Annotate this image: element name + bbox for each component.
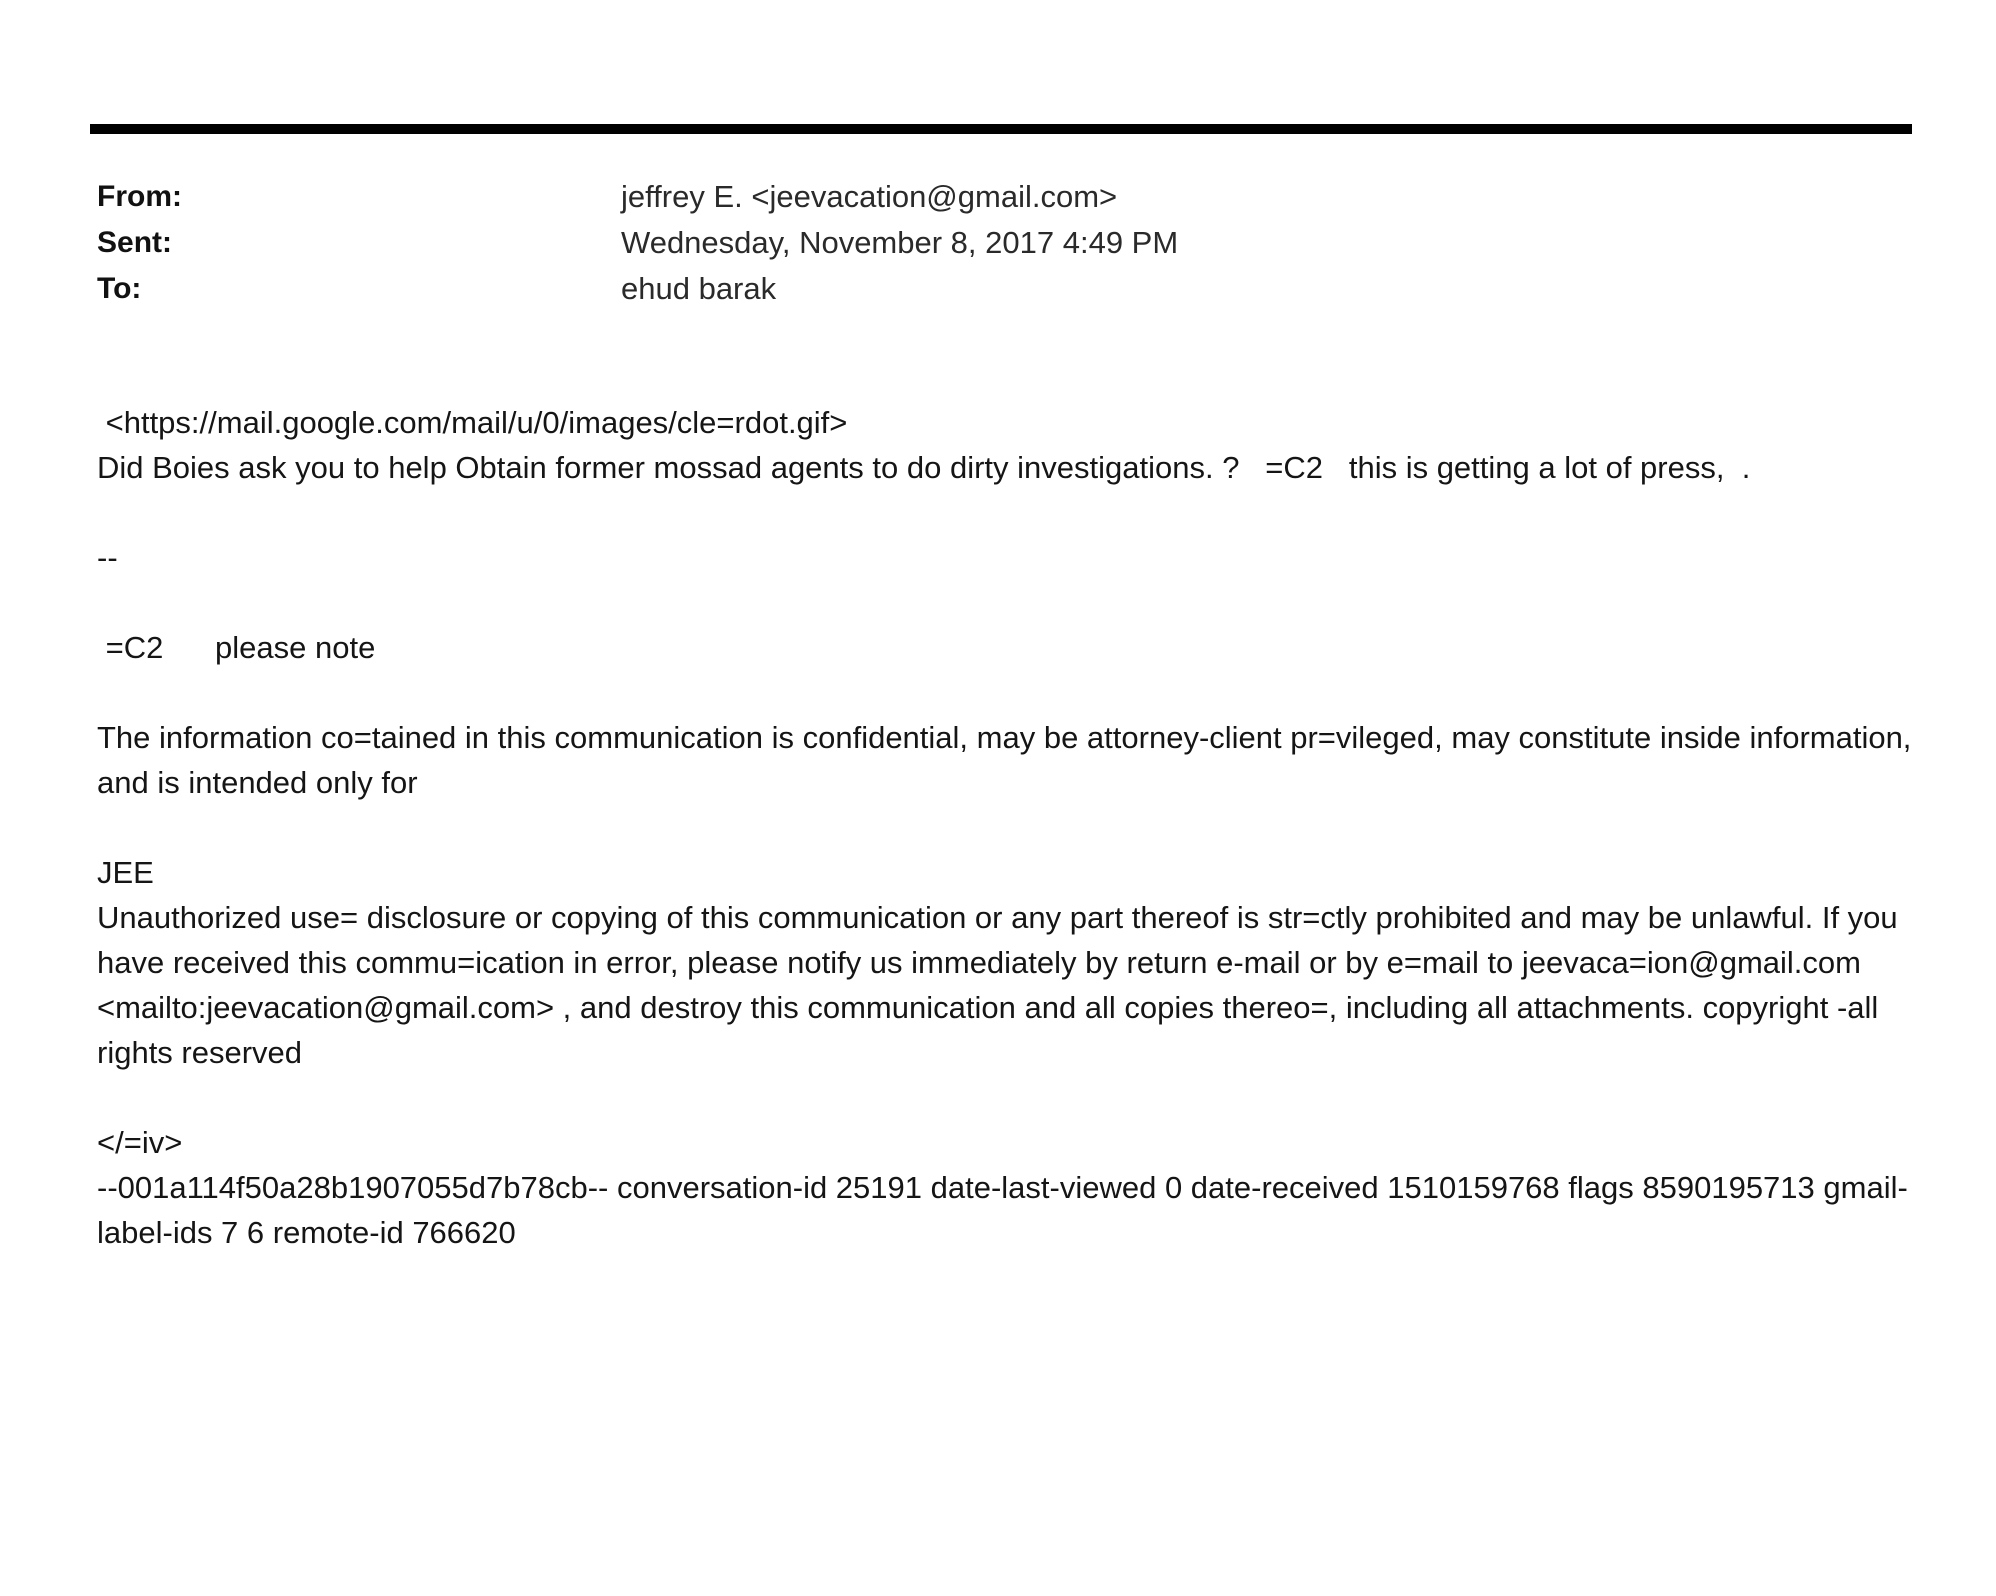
message-metadata: --001a114f50a28b1907055d7b78cb-- conversation-id 25191 date-last-viewed 0 date-received 1510159768 flags 8590195713 gmail-label-ids 7 6 remote-id 766620 (97, 1170, 1908, 1250)
image-link-text: <https://mail.google.com/mail/u/0/images/cle=rdot.gif> (97, 405, 848, 440)
unauthorized-notice: Unauthorized use= disclosure or copying of this communication or any part thereof is str=ctly prohibited and may be unlawful. If you have received this commu=ication in error, please notify us immediately by return e-mail or by e=mail to jeevaca=ion@gmail.com <mailto:jeevacation@gmail.com> , and destroy this communication and all copies thereo=, including all attachments. copyright -all rights reserved (97, 900, 1898, 1070)
please-note-text: =C2 please note (97, 630, 376, 665)
sent-row (97, 220, 1897, 266)
sent-label: Sent: (97, 226, 172, 259)
signature-separator: -- (97, 540, 118, 575)
to-label: To: (97, 272, 142, 305)
email-body (97, 400, 1917, 1255)
email-header (97, 174, 1897, 312)
from-value: jeffrey E. <jeevacation@gmail.com> (621, 179, 1118, 214)
to-value: ehud barak (621, 271, 777, 306)
sent-value: Wednesday, November 8, 2017 4:49 PM (621, 225, 1179, 260)
closing-div-tag: </=iv> (97, 1125, 183, 1160)
to-row (97, 266, 1897, 312)
from-label: From: (97, 180, 182, 213)
header-divider (90, 124, 1912, 134)
message-text: Did Boies ask you to help Obtain former mossad agents to do dirty investigations. ? =C2 this is getting a lot of press, . (97, 450, 1751, 485)
from-row (97, 174, 1897, 220)
confidential-notice: The information co=tained in this communication is confidential, may be attorney-client pr=vileged, may constitute inside information, and is intended only for (97, 720, 1912, 800)
sender-initials: JEE (97, 855, 154, 890)
